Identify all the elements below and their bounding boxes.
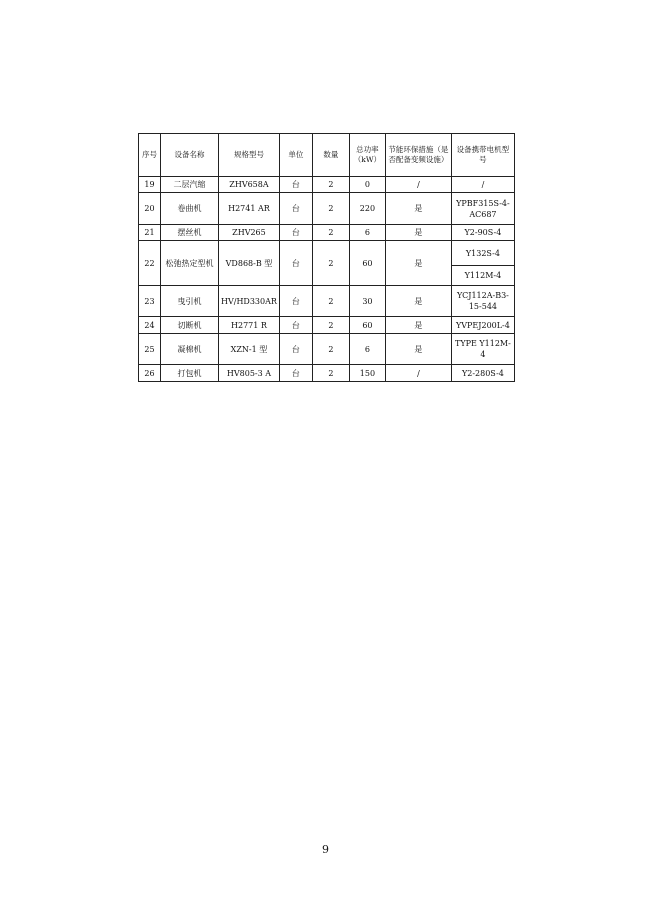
cell-motor: Y112M-4 <box>451 266 514 286</box>
cell-no: 20 <box>139 193 161 225</box>
cell-qty: 2 <box>312 193 349 225</box>
cell-unit: 台 <box>279 225 312 241</box>
cell-vfd: 是 <box>385 225 451 241</box>
table-row <box>139 241 515 266</box>
header-name: 设备名称 <box>161 134 219 177</box>
header-model: 规格型号 <box>219 134 280 177</box>
cell-motor: TYPE Y112M-4 <box>451 334 514 365</box>
cell-model: XZN-1 型 <box>219 334 280 365</box>
table-header-row <box>139 134 515 177</box>
cell-qty: 2 <box>312 241 349 286</box>
cell-motor: Y2-280S-4 <box>451 365 514 382</box>
cell-no: 23 <box>139 286 161 317</box>
cell-name: 卷曲机 <box>161 193 219 225</box>
cell-unit: 台 <box>279 334 312 365</box>
header-no: 序号 <box>139 134 161 177</box>
table-row <box>139 317 515 334</box>
cell-unit: 台 <box>279 193 312 225</box>
header-vfd: 节能环保措施（是否配备变频设施） <box>385 134 451 177</box>
cell-no: 19 <box>139 177 161 193</box>
cell-qty: 2 <box>312 317 349 334</box>
table-row <box>139 365 515 382</box>
cell-qty: 2 <box>312 177 349 193</box>
header-motor: 设备携带电机型号 <box>451 134 514 177</box>
cell-model: ZHV658A <box>219 177 280 193</box>
table-row <box>139 193 515 225</box>
cell-unit: 台 <box>279 317 312 334</box>
cell-power: 150 <box>349 365 385 382</box>
cell-unit: 台 <box>279 177 312 193</box>
cell-no: 22 <box>139 241 161 286</box>
cell-motor: Y132S-4 <box>451 241 514 266</box>
cell-vfd: 是 <box>385 286 451 317</box>
header-unit: 单位 <box>279 134 312 177</box>
cell-qty: 2 <box>312 286 349 317</box>
cell-vfd: / <box>385 177 451 193</box>
header-power: 总功率（kW） <box>349 134 385 177</box>
cell-name: 打包机 <box>161 365 219 382</box>
table-row <box>139 177 515 193</box>
cell-vfd: 是 <box>385 317 451 334</box>
cell-motor: / <box>451 177 514 193</box>
cell-vfd: 是 <box>385 334 451 365</box>
cell-no: 21 <box>139 225 161 241</box>
cell-no: 24 <box>139 317 161 334</box>
cell-no: 25 <box>139 334 161 365</box>
cell-power: 6 <box>349 334 385 365</box>
cell-power: 0 <box>349 177 385 193</box>
cell-power: 60 <box>349 241 385 286</box>
cell-model: ZHV265 <box>219 225 280 241</box>
cell-name: 曳引机 <box>161 286 219 317</box>
cell-motor: Y2-90S-4 <box>451 225 514 241</box>
table-row <box>139 225 515 241</box>
cell-power: 30 <box>349 286 385 317</box>
cell-power: 60 <box>349 317 385 334</box>
equipment-table <box>138 133 515 382</box>
table-row <box>139 286 515 317</box>
cell-unit: 台 <box>279 365 312 382</box>
cell-qty: 2 <box>312 334 349 365</box>
page-number: 9 <box>322 843 329 856</box>
cell-power: 6 <box>349 225 385 241</box>
table-row <box>139 334 515 365</box>
cell-name: 松弛热定型机 <box>161 241 219 286</box>
cell-vfd: 是 <box>385 193 451 225</box>
cell-motor: YCJ112A-B3-15-544 <box>451 286 514 317</box>
header-qty: 数量 <box>312 134 349 177</box>
cell-no: 26 <box>139 365 161 382</box>
cell-model: H2771 R <box>219 317 280 334</box>
cell-model: HV/HD330AR <box>219 286 280 317</box>
cell-model: VD868-B 型 <box>219 241 280 286</box>
cell-qty: 2 <box>312 225 349 241</box>
cell-name: 凝棉机 <box>161 334 219 365</box>
cell-vfd: 是 <box>385 241 451 286</box>
cell-motor: YVPEJ200L-4 <box>451 317 514 334</box>
cell-vfd: / <box>385 365 451 382</box>
cell-model: H2741 AR <box>219 193 280 225</box>
cell-name: 摆丝机 <box>161 225 219 241</box>
cell-motor: YPBF315S-4-AC687 <box>451 193 514 225</box>
cell-qty: 2 <box>312 365 349 382</box>
cell-unit: 台 <box>279 286 312 317</box>
cell-name: 切断机 <box>161 317 219 334</box>
cell-name: 二层汽缩 <box>161 177 219 193</box>
cell-unit: 台 <box>279 241 312 286</box>
cell-model: HV805-3 A <box>219 365 280 382</box>
cell-power: 220 <box>349 193 385 225</box>
